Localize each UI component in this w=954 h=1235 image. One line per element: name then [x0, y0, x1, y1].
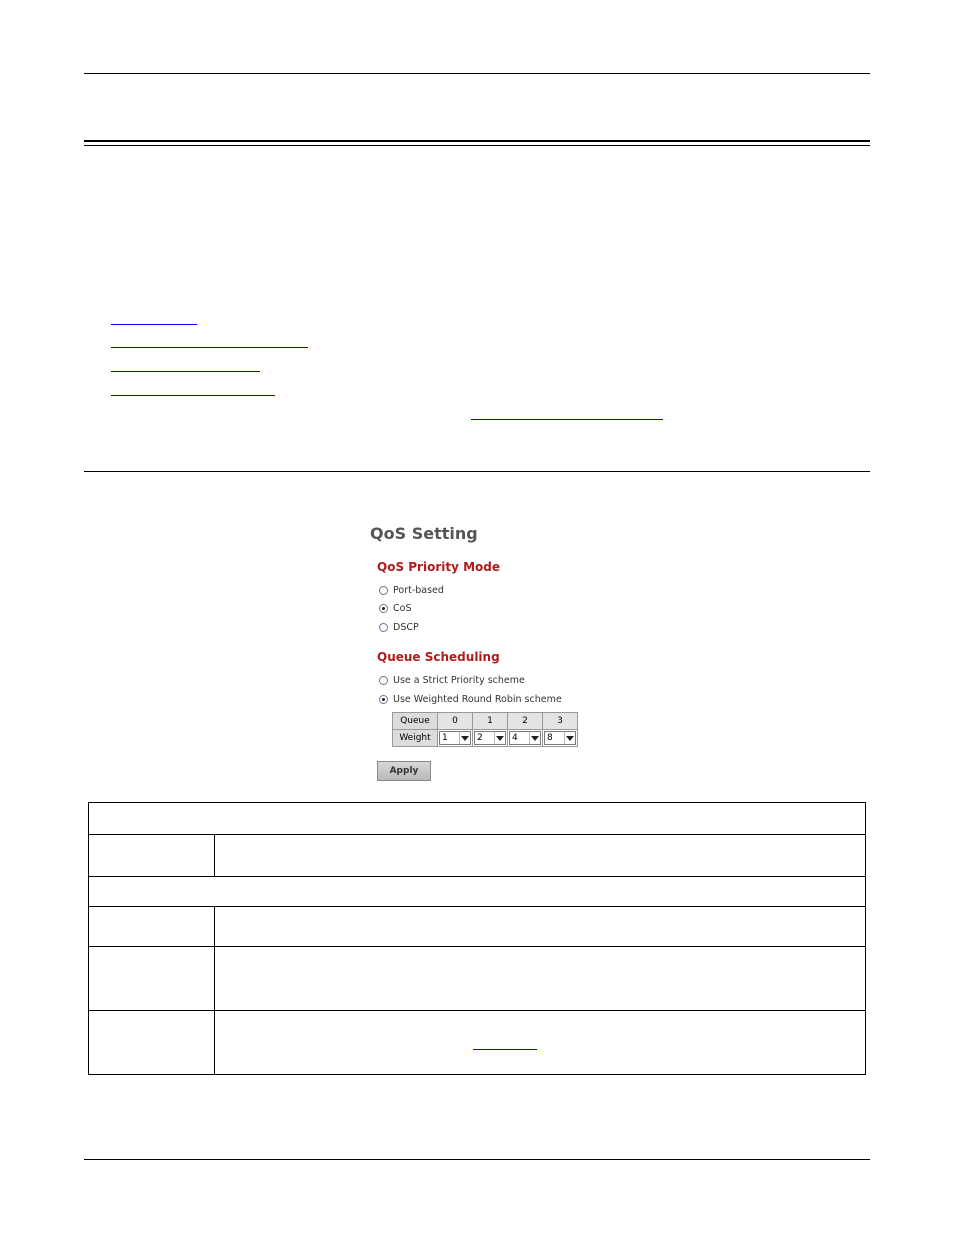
weight-header: Weight: [393, 730, 438, 747]
weight-value: 1: [442, 733, 448, 743]
title-rule-thin: [84, 145, 870, 146]
weight-table: [392, 712, 578, 747]
title-rule-thick: [84, 140, 870, 142]
chevron-down-icon[interactable]: [494, 732, 505, 744]
qos-setting-panel: [360, 518, 620, 783]
weight-select-2[interactable]: [509, 731, 541, 745]
queue-col: 2: [508, 713, 543, 730]
weight-value: 2: [477, 733, 483, 743]
queue-col: 1: [473, 713, 508, 730]
table-column-divider: [214, 906, 215, 1074]
option-label: Use a Strict Priority scheme: [393, 674, 525, 686]
link-3[interactable]: [111, 371, 260, 372]
option-label: DSCP: [393, 621, 419, 633]
reference-table: [88, 802, 866, 1075]
queue-col: 0: [438, 713, 473, 730]
qos-title: QoS Setting: [370, 524, 478, 543]
weight-cell: [543, 730, 578, 747]
radio-icon[interactable]: [379, 676, 388, 685]
scheduling-option-wrr[interactable]: [379, 692, 562, 706]
weight-cell: [438, 730, 473, 747]
queue-col: 3: [543, 713, 578, 730]
weight-select-3[interactable]: [544, 731, 576, 745]
priority-option-dscp[interactable]: [379, 620, 419, 634]
link-2[interactable]: [111, 347, 308, 348]
radio-icon[interactable]: [379, 695, 388, 704]
weight-cell: [473, 730, 508, 747]
table-divider: [89, 834, 865, 835]
option-label: CoS: [393, 602, 412, 614]
chevron-down-icon[interactable]: [564, 732, 575, 744]
table-link[interactable]: [473, 1049, 537, 1050]
apply-button[interactable]: Apply: [377, 761, 431, 781]
table-column-divider: [214, 834, 215, 876]
weight-select-1[interactable]: [474, 731, 506, 745]
chevron-down-icon[interactable]: [529, 732, 540, 744]
table-divider: [89, 1010, 865, 1011]
weight-select-0[interactable]: [439, 731, 471, 745]
link-1[interactable]: [111, 324, 197, 325]
footer-rule: [84, 1159, 870, 1160]
weight-value: 8: [547, 733, 553, 743]
queue-header: Queue: [393, 713, 438, 730]
table-divider: [89, 876, 865, 877]
scheduling-option-strict[interactable]: [379, 673, 525, 687]
radio-icon[interactable]: [379, 604, 388, 613]
link-5[interactable]: [471, 419, 663, 420]
option-label: Port-based: [393, 584, 444, 596]
chevron-down-icon[interactable]: [459, 732, 470, 744]
radio-icon[interactable]: [379, 623, 388, 632]
weight-cell: [508, 730, 543, 747]
priority-option-cos[interactable]: [379, 601, 411, 615]
weight-value: 4: [512, 733, 518, 743]
link-4[interactable]: [111, 395, 275, 396]
queue-scheduling-heading: Queue Scheduling: [377, 650, 500, 664]
section-rule: [84, 471, 870, 472]
priority-option-port-based[interactable]: [379, 583, 444, 597]
table-divider: [89, 906, 865, 907]
table-divider: [89, 946, 865, 947]
option-label: Use Weighted Round Robin scheme: [393, 693, 562, 705]
priority-mode-heading: QoS Priority Mode: [377, 560, 501, 574]
header-rule: [84, 73, 870, 74]
radio-icon[interactable]: [379, 586, 388, 595]
